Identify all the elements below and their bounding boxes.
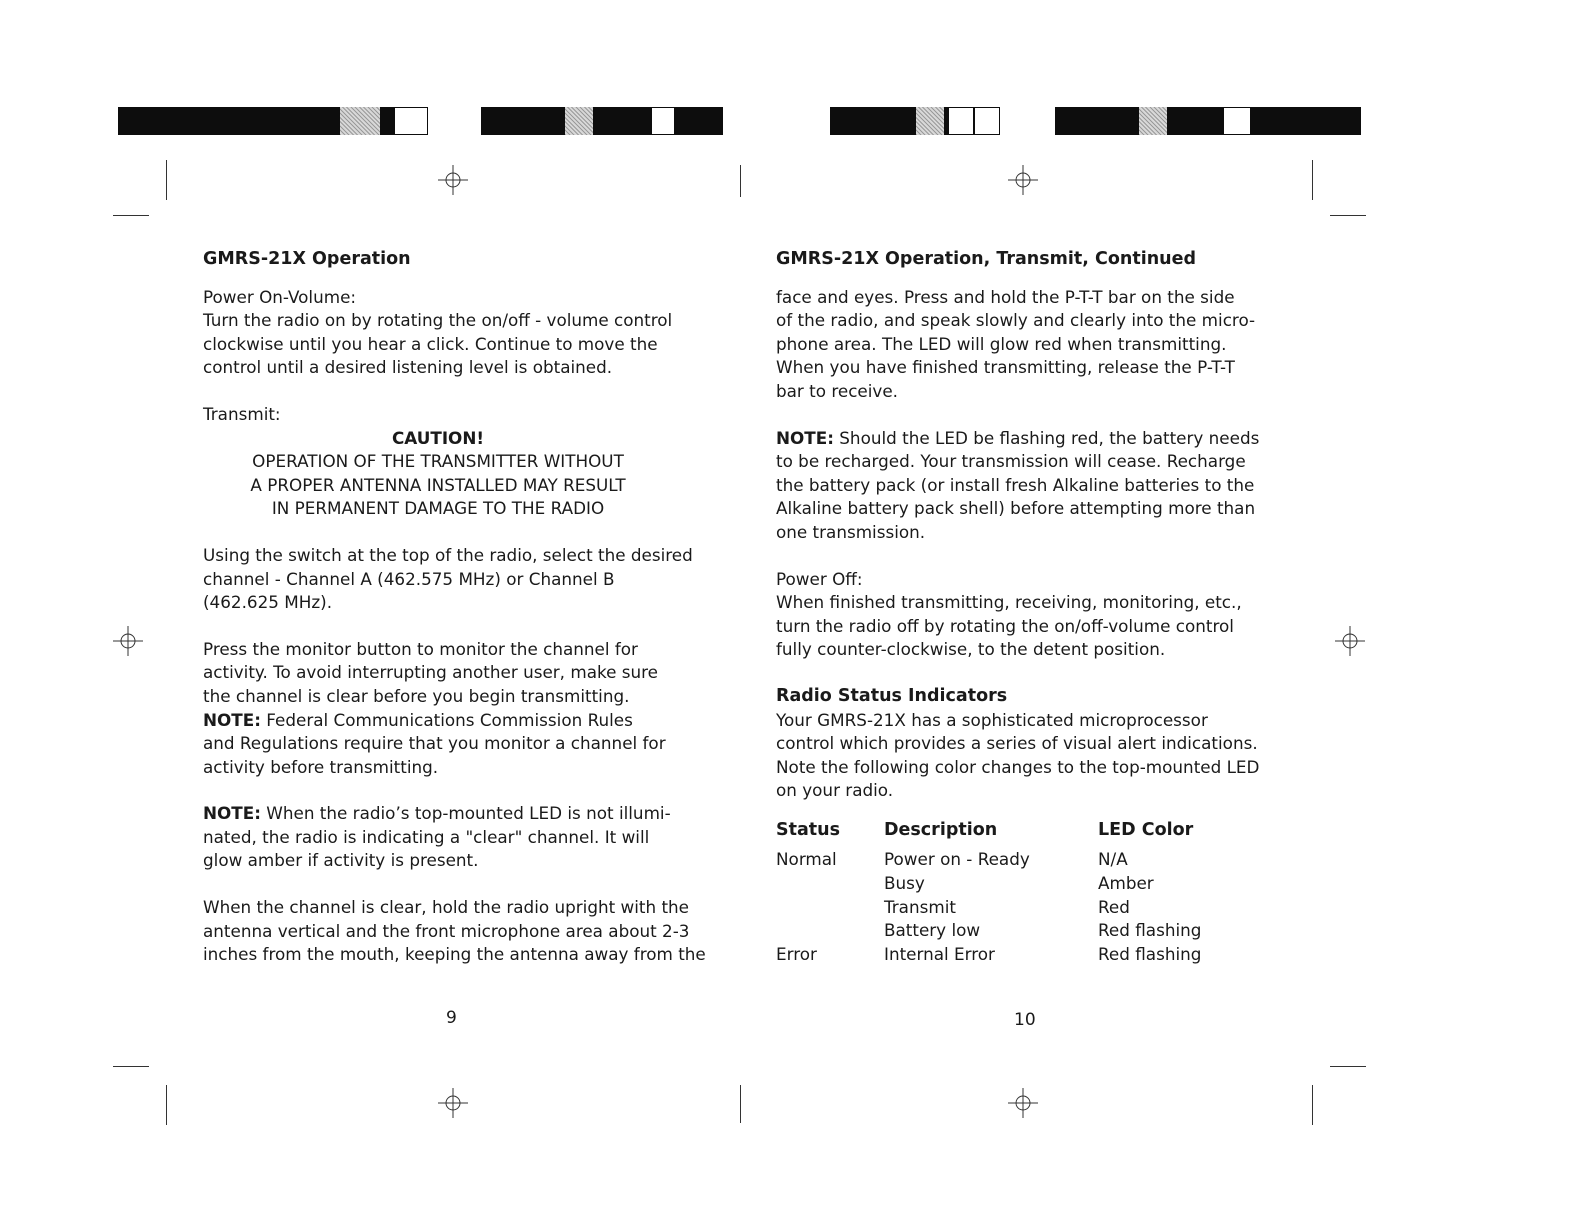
led-note-line <box>203 802 723 826</box>
crop-mark <box>1330 215 1366 216</box>
continued-line: face and eyes. Press and hold the P-T-T bar on the side <box>776 286 1235 307</box>
table-cell: Red flashing <box>1098 920 1202 941</box>
status-heading: Radio Status Indicators <box>776 685 1008 706</box>
table-row <box>776 848 1201 872</box>
battery-note-line: to be recharged. Your transmission will cease. Recharge <box>776 451 1246 472</box>
fcc-note-text: Federal Communications Commission Rules <box>266 709 633 730</box>
switch-line: (462.625 MHz). <box>203 592 333 613</box>
table-cell: Error <box>776 943 817 964</box>
registration-mark-icon <box>1335 626 1365 656</box>
table-cell: Busy <box>884 873 925 894</box>
battery-note-line <box>776 427 1276 451</box>
continued-line: of the radio, and speak slowly and clearly into the micro- <box>776 310 1256 331</box>
battery-note-line: the battery pack (or install fresh Alkaline batteries to the <box>776 474 1255 495</box>
switch-line: channel - Channel A (462.575 MHz) or Channel B <box>203 568 615 589</box>
table-row <box>776 943 1201 967</box>
fcc-note-line <box>203 709 723 733</box>
table-cell: Red flashing <box>1098 943 1202 964</box>
left-page-heading: GMRS-21X Operation <box>203 249 411 269</box>
page-number: 10 <box>1014 1010 1036 1030</box>
page-number: 9 <box>446 1008 457 1028</box>
crop-mark <box>113 1066 149 1067</box>
table-row <box>776 896 1201 920</box>
crop-mark <box>740 1085 741 1123</box>
power-on-line: clockwise until you hear a click. Continue to move the <box>203 333 658 354</box>
power-off-label: Power Off: <box>776 568 863 589</box>
table-cell <box>776 919 884 943</box>
print-bar-2 <box>481 107 723 135</box>
power-off-line: When finished transmitting, receiving, monitoring, etc., <box>776 592 1242 613</box>
right-page-heading: GMRS-21X Operation, Transmit, Continued <box>776 249 1197 269</box>
table-row <box>776 919 1201 943</box>
table-cell <box>776 872 884 896</box>
registration-mark-icon <box>438 165 468 195</box>
status-intro-line: on your radio. <box>776 780 894 801</box>
continued-line: phone area. The LED will glow red when transmitting. <box>776 333 1227 354</box>
print-bar-4 <box>1055 107 1361 135</box>
continued-line: When you have finished transmitting, release the P-T-T <box>776 357 1235 378</box>
monitor-line: Press the monitor button to monitor the channel for <box>203 638 638 659</box>
note-label: NOTE: <box>203 803 261 824</box>
caution-line: OPERATION OF THE TRANSMITTER WITHOUT <box>252 451 624 472</box>
print-bar-1 <box>118 107 428 135</box>
clear-line: When the channel is clear, hold the radio upright with the <box>203 897 689 918</box>
monitor-line: activity. To avoid interrupting another user, make sure <box>203 662 658 683</box>
fcc-note-line: activity before transmitting. <box>203 756 439 777</box>
battery-note-line: one transmission. <box>776 521 926 542</box>
switch-line: Using the switch at the top of the radio, select the desired <box>203 544 693 565</box>
crop-mark <box>113 215 149 216</box>
led-note-text: When the radio’s top-mounted LED is not illumi- <box>266 803 671 824</box>
power-on-line: control until a desired listening level is obtained. <box>203 357 613 378</box>
table-cell: Amber <box>1098 873 1154 894</box>
status-table <box>776 819 1201 967</box>
table-header-row <box>776 819 1201 849</box>
right-page <box>776 248 1276 966</box>
caution-line: IN PERMANENT DAMAGE TO THE RADIO <box>271 498 605 519</box>
table-cell: Red <box>1098 896 1130 917</box>
registration-mark-icon <box>1008 1088 1038 1118</box>
crop-mark <box>740 165 741 197</box>
left-page <box>203 248 723 967</box>
table-header: Description <box>884 819 998 840</box>
power-on-label: Power On-Volume: <box>203 286 357 307</box>
table-header: LED Color <box>1098 819 1194 840</box>
status-intro-line: Your GMRS-21X has a sophisticated microprocessor <box>776 709 1208 730</box>
monitor-line: the channel is clear before you begin transmitting. <box>203 685 630 706</box>
table-cell: Power on - Ready <box>884 849 1030 870</box>
table-cell: Battery low <box>884 920 981 941</box>
status-intro-line: Note the following color changes to the top-mounted LED <box>776 756 1260 777</box>
transmit-label: Transmit: <box>203 403 281 424</box>
battery-note-text: Should the LED be flashing red, the battery needs <box>839 427 1260 448</box>
table-cell: Normal <box>776 849 837 870</box>
registration-mark-icon <box>1008 165 1038 195</box>
table-cell: Internal Error <box>884 943 995 964</box>
note-label: NOTE: <box>203 709 261 730</box>
led-note-line: nated, the radio is indicating a "clear" channel. It will <box>203 826 650 847</box>
clear-line: inches from the mouth, keeping the antenna away from the <box>203 944 706 965</box>
table-cell <box>776 896 884 920</box>
crop-mark <box>1312 1085 1313 1125</box>
crop-mark <box>166 1085 167 1125</box>
table-row <box>776 872 1201 896</box>
table-header: Status <box>776 819 841 840</box>
crop-mark <box>166 160 167 200</box>
table-cell: N/A <box>1098 849 1128 870</box>
status-intro-line: control which provides a series of visual alert indications. <box>776 733 1258 754</box>
led-note-line: glow amber if activity is present. <box>203 850 479 871</box>
fcc-note-line: and Regulations require that you monitor a channel for <box>203 733 666 754</box>
caution-block <box>203 427 673 521</box>
table-cell: Transmit <box>884 896 956 917</box>
crop-mark <box>1312 160 1313 200</box>
clear-line: antenna vertical and the front microphone area about 2-3 <box>203 920 690 941</box>
registration-mark-icon <box>438 1088 468 1118</box>
power-off-line: fully counter-clockwise, to the detent position. <box>776 639 1166 660</box>
power-off-line: turn the radio off by rotating the on/off-volume control <box>776 615 1234 636</box>
print-bar-3 <box>830 107 1000 135</box>
registration-mark-icon <box>113 626 143 656</box>
power-on-line: Turn the radio on by rotating the on/off - volume control <box>203 310 673 331</box>
battery-note-line: Alkaline battery pack shell) before attempting more than <box>776 498 1256 519</box>
continued-line: bar to receive. <box>776 380 899 401</box>
caution-title: CAUTION! <box>391 427 485 448</box>
note-label: NOTE: <box>776 427 834 448</box>
caution-line: A PROPER ANTENNA INSTALLED MAY RESULT <box>250 474 626 495</box>
crop-mark <box>1330 1066 1366 1067</box>
